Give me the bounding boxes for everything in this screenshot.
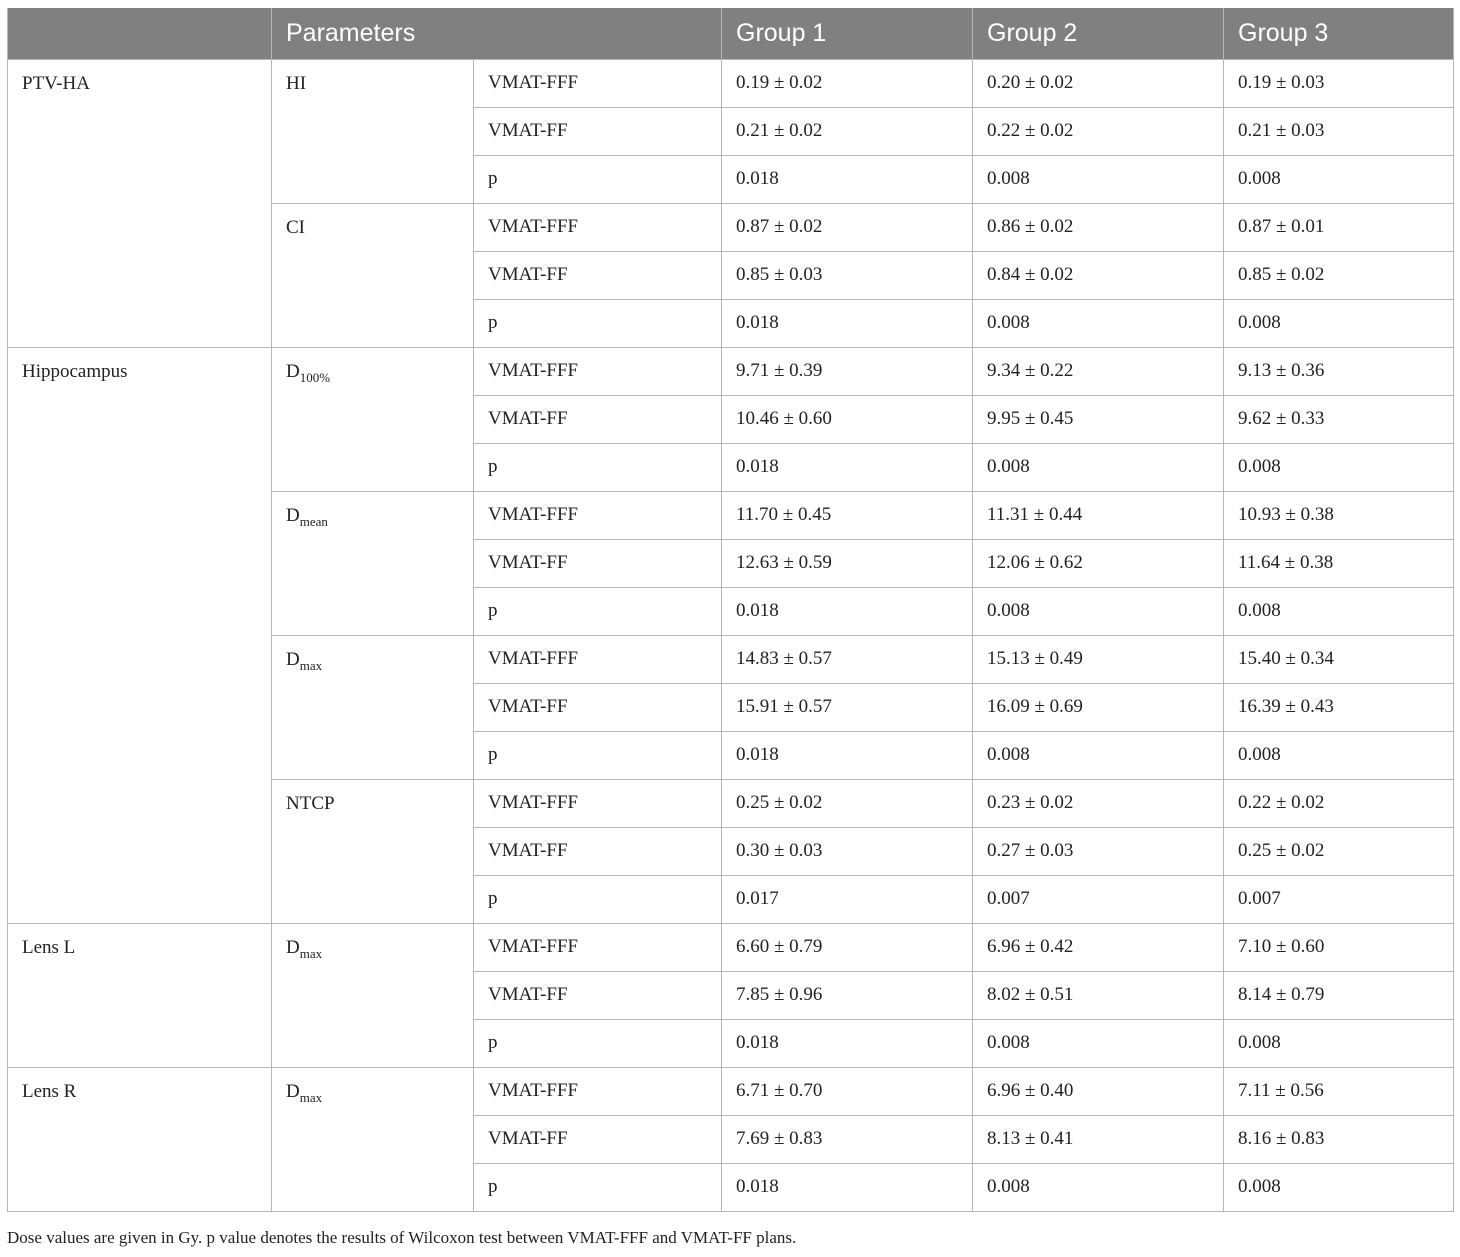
group-2-cell: 0.008 (973, 587, 1224, 635)
plan-cell: VMAT-FFF (474, 635, 722, 683)
group-1-cell: 0.018 (722, 731, 973, 779)
group-1-cell: 0.21 ± 0.02 (722, 107, 973, 155)
parameter-name: D (286, 648, 300, 670)
group-3-cell: 9.13 ± 0.36 (1224, 347, 1454, 395)
parameter-subscript: max (299, 657, 323, 673)
group-3-cell: 0.21 ± 0.03 (1224, 107, 1454, 155)
group-2-cell: 0.008 (973, 443, 1224, 491)
plan-cell: VMAT-FFF (474, 203, 722, 251)
structure-cell: PTV-HA (8, 59, 272, 347)
results-table-container (7, 8, 1453, 1212)
plan-cell: VMAT-FFF (474, 347, 722, 395)
group-3-cell: 10.93 ± 0.38 (1224, 491, 1454, 539)
group-3-cell: 0.008 (1224, 1163, 1454, 1211)
group-2-cell: 0.008 (973, 1019, 1224, 1067)
group-2-cell: 8.13 ± 0.41 (973, 1115, 1224, 1163)
structure-cell: Hippocampus (8, 347, 272, 923)
group-2-cell: 0.84 ± 0.02 (973, 251, 1224, 299)
header-group-2: Group 2 (973, 8, 1224, 59)
plan-cell: p (474, 587, 722, 635)
plan-cell: VMAT-FF (474, 827, 722, 875)
plan-cell: p (474, 299, 722, 347)
group-1-cell: 0.018 (722, 1163, 973, 1211)
plan-cell: VMAT-FFF (474, 1067, 722, 1115)
group-2-cell: 6.96 ± 0.40 (973, 1067, 1224, 1115)
group-2-cell: 0.008 (973, 155, 1224, 203)
group-1-cell: 0.19 ± 0.02 (722, 59, 973, 107)
header-structure (8, 8, 272, 59)
group-2-cell: 0.20 ± 0.02 (973, 59, 1224, 107)
group-1-cell: 14.83 ± 0.57 (722, 635, 973, 683)
parameter-subscript: mean (299, 513, 328, 529)
group-1-cell: 12.63 ± 0.59 (722, 539, 973, 587)
group-3-cell: 0.008 (1224, 299, 1454, 347)
group-2-cell: 0.008 (973, 731, 1224, 779)
group-1-cell: 6.71 ± 0.70 (722, 1067, 973, 1115)
table-body (8, 59, 1454, 1211)
structure-cell: Lens L (8, 923, 272, 1067)
group-3-cell: 0.007 (1224, 875, 1454, 923)
group-1-cell: 0.018 (722, 299, 973, 347)
group-1-cell: 10.46 ± 0.60 (722, 395, 973, 443)
plan-cell: VMAT-FF (474, 971, 722, 1019)
plan-cell: p (474, 1019, 722, 1067)
plan-cell: VMAT-FFF (474, 923, 722, 971)
table-row (8, 1067, 1454, 1115)
group-1-cell: 15.91 ± 0.57 (722, 683, 973, 731)
group-3-cell: 0.008 (1224, 155, 1454, 203)
parameter-cell (272, 59, 474, 203)
group-1-cell: 0.018 (722, 155, 973, 203)
plan-cell: p (474, 443, 722, 491)
group-3-cell: 0.85 ± 0.02 (1224, 251, 1454, 299)
parameter-cell (272, 1067, 474, 1211)
group-1-cell: 0.018 (722, 1019, 973, 1067)
parameter-name: D (286, 936, 300, 958)
group-2-cell: 0.007 (973, 875, 1224, 923)
group-3-cell: 11.64 ± 0.38 (1224, 539, 1454, 587)
group-3-cell: 8.14 ± 0.79 (1224, 971, 1454, 1019)
group-3-cell: 0.008 (1224, 443, 1454, 491)
parameter-cell (272, 635, 474, 779)
group-1-cell: 0.85 ± 0.03 (722, 251, 973, 299)
plan-cell: p (474, 875, 722, 923)
parameter-name: D (286, 360, 300, 382)
group-2-cell: 0.008 (973, 1163, 1224, 1211)
group-1-cell: 9.71 ± 0.39 (722, 347, 973, 395)
plan-cell: VMAT-FF (474, 539, 722, 587)
group-1-cell: 7.85 ± 0.96 (722, 971, 973, 1019)
group-1-cell: 6.60 ± 0.79 (722, 923, 973, 971)
parameter-name: D (286, 1080, 300, 1102)
parameter-name: CI (286, 216, 305, 238)
parameter-cell (272, 779, 474, 923)
plan-cell: VMAT-FFF (474, 491, 722, 539)
group-1-cell: 0.25 ± 0.02 (722, 779, 973, 827)
group-2-cell: 0.22 ± 0.02 (973, 107, 1224, 155)
group-2-cell: 0.23 ± 0.02 (973, 779, 1224, 827)
plan-cell: VMAT-FFF (474, 779, 722, 827)
group-1-cell: 0.30 ± 0.03 (722, 827, 973, 875)
group-2-cell: 0.27 ± 0.03 (973, 827, 1224, 875)
group-1-cell: 0.018 (722, 443, 973, 491)
parameter-name: NTCP (286, 792, 335, 814)
parameter-subscript: max (299, 945, 323, 961)
group-3-cell: 16.39 ± 0.43 (1224, 683, 1454, 731)
parameter-cell (272, 203, 474, 347)
group-3-cell: 0.87 ± 0.01 (1224, 203, 1454, 251)
dosimetric-results-table (7, 8, 1454, 1212)
structure-cell: Lens R (8, 1067, 272, 1211)
header-parameters: Parameters (272, 8, 722, 59)
table-row (8, 347, 1454, 395)
group-2-cell: 12.06 ± 0.62 (973, 539, 1224, 587)
plan-cell: p (474, 155, 722, 203)
group-3-cell: 0.008 (1224, 1019, 1454, 1067)
parameter-cell (272, 347, 474, 491)
plan-cell: VMAT-FFF (474, 59, 722, 107)
header-group-3: Group 3 (1224, 8, 1454, 59)
parameter-cell (272, 923, 474, 1067)
group-3-cell: 8.16 ± 0.83 (1224, 1115, 1454, 1163)
group-2-cell: 16.09 ± 0.69 (973, 683, 1224, 731)
group-1-cell: 0.87 ± 0.02 (722, 203, 973, 251)
group-2-cell: 0.86 ± 0.02 (973, 203, 1224, 251)
group-3-cell: 7.11 ± 0.56 (1224, 1067, 1454, 1115)
header-group-1: Group 1 (722, 8, 973, 59)
group-1-cell: 11.70 ± 0.45 (722, 491, 973, 539)
group-2-cell: 6.96 ± 0.42 (973, 923, 1224, 971)
group-3-cell: 9.62 ± 0.33 (1224, 395, 1454, 443)
parameter-subscript: 100% (299, 369, 331, 385)
group-2-cell: 9.95 ± 0.45 (973, 395, 1224, 443)
plan-cell: p (474, 1163, 722, 1211)
group-2-cell: 8.02 ± 0.51 (973, 971, 1224, 1019)
plan-cell: VMAT-FF (474, 683, 722, 731)
group-3-cell: 0.19 ± 0.03 (1224, 59, 1454, 107)
plan-cell: VMAT-FF (474, 251, 722, 299)
group-2-cell: 15.13 ± 0.49 (973, 635, 1224, 683)
group-3-cell: 0.25 ± 0.02 (1224, 827, 1454, 875)
group-3-cell: 0.008 (1224, 587, 1454, 635)
group-1-cell: 0.017 (722, 875, 973, 923)
group-2-cell: 11.31 ± 0.44 (973, 491, 1224, 539)
group-3-cell: 0.22 ± 0.02 (1224, 779, 1454, 827)
group-3-cell: 15.40 ± 0.34 (1224, 635, 1454, 683)
plan-cell: VMAT-FF (474, 1115, 722, 1163)
plan-cell: VMAT-FF (474, 395, 722, 443)
parameter-name: D (286, 504, 300, 526)
group-3-cell: 0.008 (1224, 731, 1454, 779)
table-footnote: Dose values are given in Gy. p value denotes the results of Wilcoxon test between VMAT-FFF and VMAT-FF plans. (7, 1228, 797, 1247)
parameter-subscript: max (299, 1089, 323, 1105)
table-row (8, 923, 1454, 971)
table-header-row (8, 8, 1454, 59)
group-3-cell: 7.10 ± 0.60 (1224, 923, 1454, 971)
group-2-cell: 0.008 (973, 299, 1224, 347)
plan-cell: VMAT-FF (474, 107, 722, 155)
group-1-cell: 0.018 (722, 587, 973, 635)
parameter-name: HI (286, 72, 307, 94)
plan-cell: p (474, 731, 722, 779)
parameter-cell (272, 491, 474, 635)
table-row (8, 59, 1454, 107)
group-1-cell: 7.69 ± 0.83 (722, 1115, 973, 1163)
group-2-cell: 9.34 ± 0.22 (973, 347, 1224, 395)
